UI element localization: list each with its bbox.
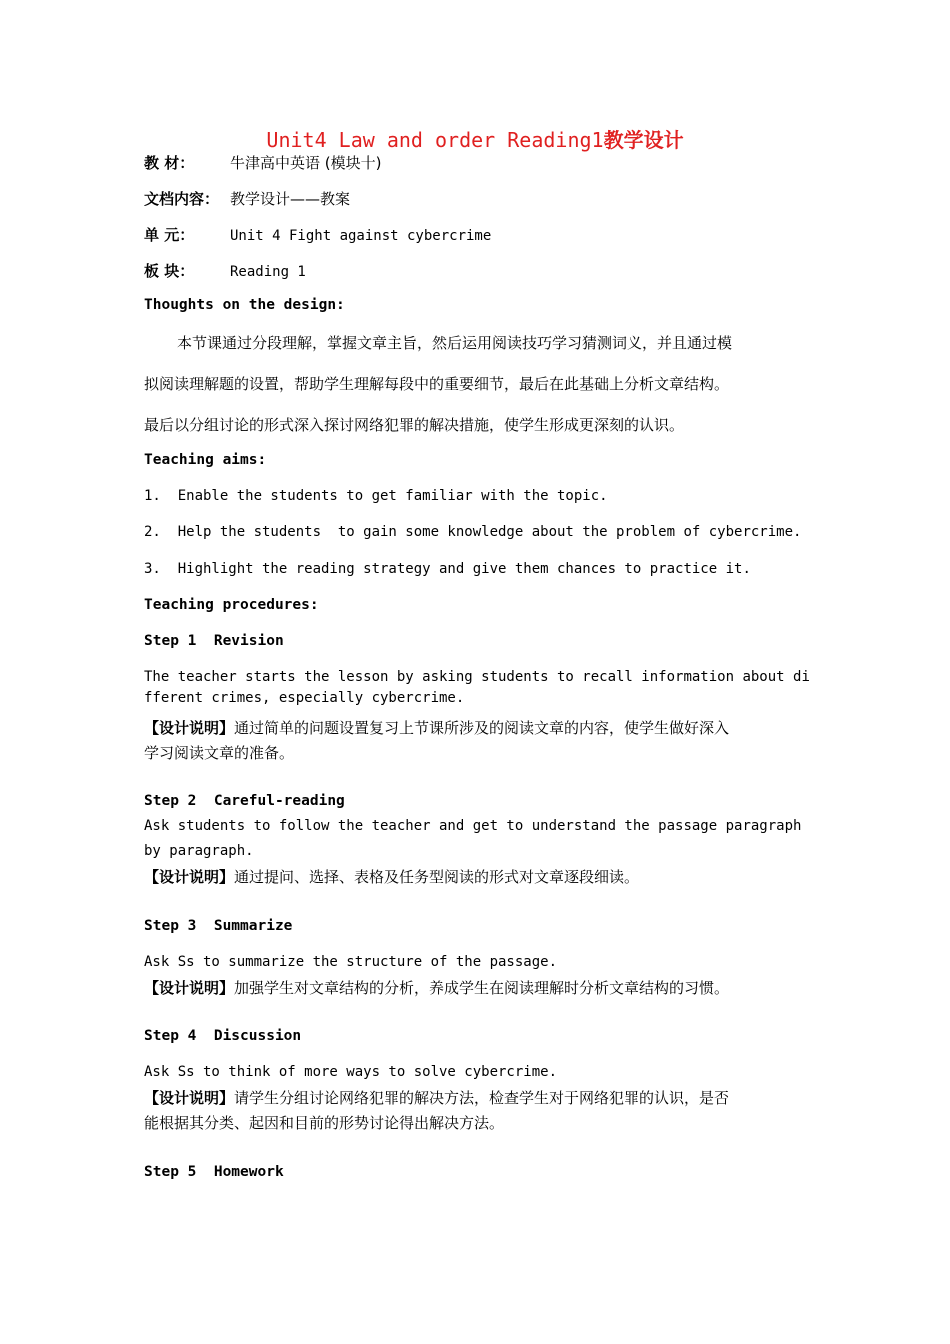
document-title <box>0 124 950 153</box>
step-title: Step 4 Discussion <box>144 1028 302 1044</box>
design-note-label: 【设计说明】 <box>144 1089 235 1107</box>
aim-item: 3. Highlight the reading strategy and give them chances to practice it. <box>144 561 751 577</box>
meta-key: 教 材： <box>144 154 195 172</box>
design-note-text: 加强学生对文章结构的分析，养成学生在阅读理解时分析文章结构的习惯。 <box>234 979 730 997</box>
step-title: Step 3 Summarize <box>144 918 293 934</box>
meta-key: 单 元： <box>144 226 195 244</box>
aim-item: 1. Enable the students to get familiar with the topic. <box>144 488 608 504</box>
title-english: Unit4 Law and order Reading1 <box>266 128 604 152</box>
design-note-continued: 能根据其分类、起因和目前的形势讨论得出解决方法。 <box>144 1114 505 1132</box>
step-title: Step 2 Careful-reading <box>144 793 345 809</box>
design-note <box>144 866 639 887</box>
thoughts-line: 最后以分组讨论的形式深入探讨网络犯罪的解决措施，使学生形成更深刻的认识。 <box>144 416 685 434</box>
step-text-line: by paragraph. <box>144 843 254 859</box>
step-text-line: Ask Ss to summarize the structure of the passage. <box>144 954 558 970</box>
design-note-continued: 学习阅读文章的准备。 <box>144 744 295 762</box>
meta-row-textbook <box>144 152 381 173</box>
design-note-text: 通过提问、选择、表格及任务型阅读的形式对文章逐段细读。 <box>234 868 640 886</box>
design-note-text: 通过简单的问题设置复习上节课所涉及的阅读文章的内容，使学生做好深入 <box>234 719 730 737</box>
design-note <box>144 1087 729 1108</box>
meta-row-section <box>144 260 306 281</box>
meta-value: Reading 1 <box>230 264 306 280</box>
meta-value: 教学设计——教案 <box>230 190 351 208</box>
step-text-line: Ask students to follow the teacher and get to understand the passage paragraph <box>144 818 802 834</box>
design-note-label: 【设计说明】 <box>144 979 235 997</box>
step-text-line: The teacher starts the lesson by asking students to recall information about di <box>144 669 810 685</box>
meta-row-content <box>144 188 350 209</box>
aims-heading: Teaching aims: <box>144 452 267 468</box>
design-note-text: 请学生分组讨论网络犯罪的解决方法，检查学生对于网络犯罪的认识，是否 <box>234 1089 730 1107</box>
thoughts-heading: Thoughts on the design: <box>144 297 345 313</box>
meta-value: Unit 4 Fight against cybercrime <box>230 228 492 244</box>
step-text-line: fferent crimes, especially cybercrime. <box>144 690 465 706</box>
thoughts-line: 本节课通过分段理解，掌握文章主旨，然后运用阅读技巧学习猜测词义，并且通过模 <box>177 334 733 352</box>
step-title: Step 5 Homework <box>144 1164 284 1180</box>
thoughts-line: 拟阅读理解题的设置，帮助学生理解每段中的重要细节，最后在此基础上分析文章结构。 <box>144 375 730 393</box>
title-chinese: 教学设计 <box>603 128 684 152</box>
meta-key: 文档内容： <box>144 190 220 208</box>
meta-row-unit <box>144 224 491 245</box>
design-note-label: 【设计说明】 <box>144 868 235 886</box>
aim-item: 2. Help the students to gain some knowledge about the problem of cybercrime. <box>144 524 802 540</box>
design-note <box>144 977 729 998</box>
step-title: Step 1 Revision <box>144 633 284 649</box>
meta-key: 板 块： <box>144 262 195 280</box>
design-note-label: 【设计说明】 <box>144 719 235 737</box>
step-text-line: Ask Ss to think of more ways to solve cybercrime. <box>144 1064 558 1080</box>
meta-value: 牛津高中英语 (模块十) <box>230 154 382 172</box>
procedures-heading: Teaching procedures: <box>144 597 319 613</box>
design-note <box>144 717 729 738</box>
